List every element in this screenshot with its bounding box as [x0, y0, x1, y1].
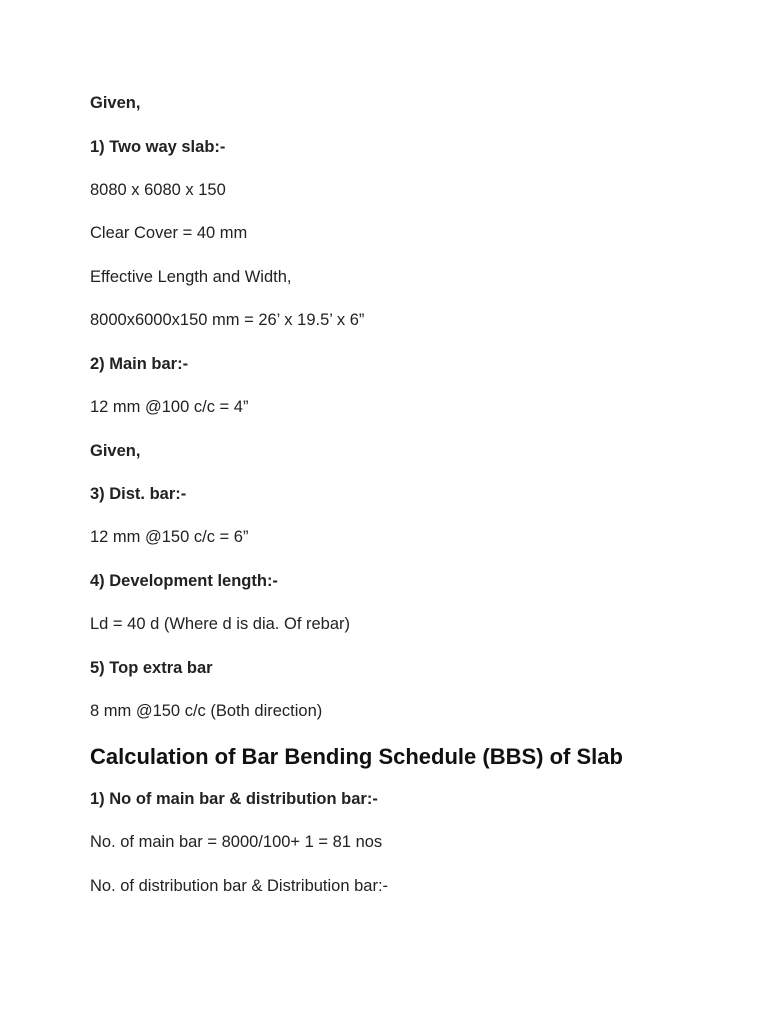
- top-extra-bar-spec: 8 mm @150 c/c (Both direction): [90, 702, 323, 720]
- given-label-1: Given,: [90, 94, 141, 112]
- effective-length-width-label: Effective Length and Width,: [90, 268, 292, 286]
- given-label-2: Given,: [90, 442, 141, 460]
- dist-bar-heading: 3) Dist. bar:-: [90, 485, 187, 503]
- distribution-bar-count: No. of distribution bar & Distribution bar:-: [90, 877, 389, 895]
- no-of-bars-heading: 1) No of main bar & distribution bar:-: [90, 790, 378, 808]
- two-way-slab-heading: 1) Two way slab:-: [90, 138, 226, 156]
- effective-dimensions: 8000x6000x150 mm = 26’ x 19.5’ x 6”: [90, 311, 365, 329]
- main-bar-count: No. of main bar = 8000/100+ 1 = 81 nos: [90, 833, 383, 851]
- main-bar-heading: 2) Main bar:-: [90, 355, 189, 373]
- development-length-spec: Ld = 40 d (Where d is dia. Of rebar): [90, 615, 350, 633]
- top-extra-bar-heading: 5) Top extra bar: [90, 659, 213, 677]
- main-bar-spec: 12 mm @100 c/c = 4”: [90, 398, 249, 416]
- clear-cover: Clear Cover = 40 mm: [90, 224, 248, 242]
- slab-dimensions: 8080 x 6080 x 150: [90, 181, 226, 199]
- development-length-heading: 4) Development length:-: [90, 572, 278, 590]
- dist-bar-spec: 12 mm @150 c/c = 6”: [90, 528, 249, 546]
- bbs-calculation-heading: Calculation of Bar Bending Schedule (BBS) of Slab: [90, 744, 623, 769]
